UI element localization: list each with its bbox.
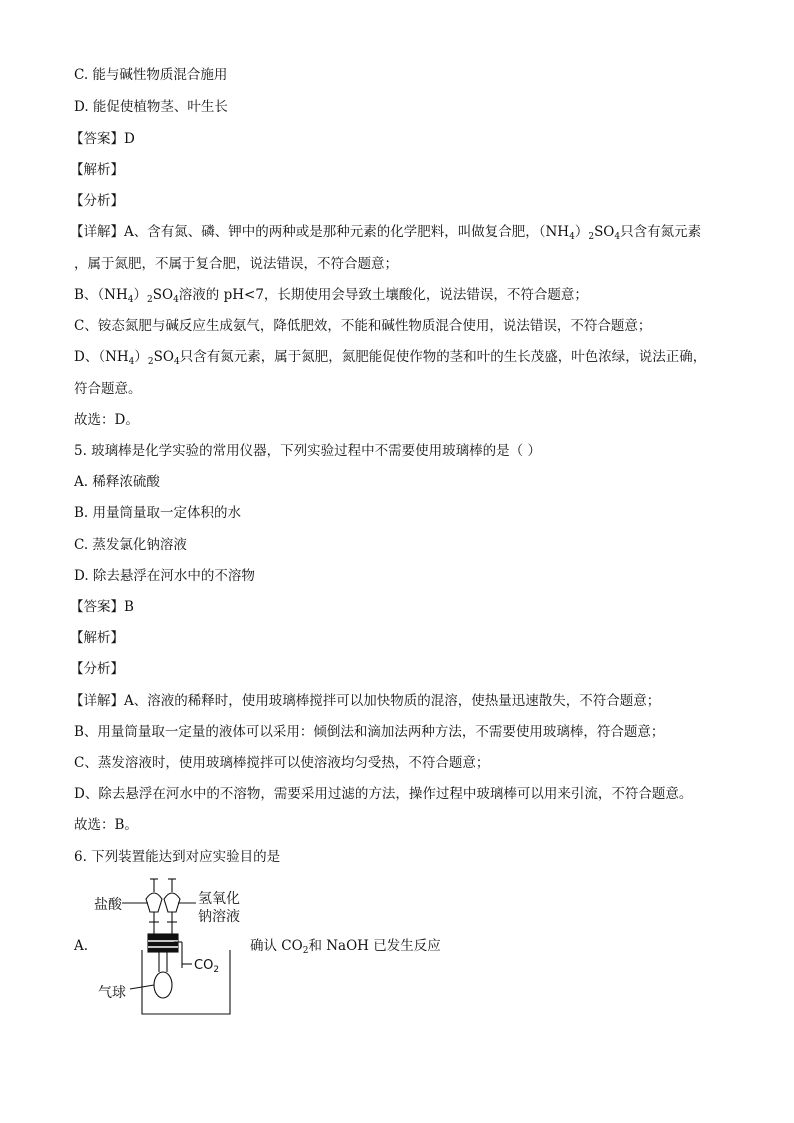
detail-line: B、$(NH_4)_2SO_4$溶液的 pH<7，长期使用会导致土壤酸化，说法错误，不符合题意； [74, 287, 588, 305]
option-c: C. 能与碱性物质混合施用 [74, 67, 228, 83]
detail-line: D、$(NH_4)_2SO_4$只含有氮元素，属于氮肥，氮肥能促使作物的茎和叶的生长茂盛，叶色浓绿，说法正确， [74, 349, 707, 367]
answer-label: 【答案】D [70, 131, 135, 147]
q5-option-c: C. 蒸发氯化钠溶液 [74, 537, 187, 553]
question-6: 6. 下列装置能达到对应实验目的是 [74, 849, 281, 865]
choice-line: 故选：B。 [74, 817, 138, 833]
detail-line: C、铵态氮肥与碱反应生成氨气，降低肥效，不能和碱性物质混合使用，说法错误，不符合题意； [74, 318, 652, 334]
q5-option-b: B. 用量筒量取一定体积的水 [74, 505, 242, 521]
analysis-label: 【解析】 [70, 162, 124, 178]
detail-line: ，属于氮肥，不属于复合肥，说法错误，不符合题意； [74, 256, 398, 272]
q5-option-a: A. 稀释浓硫酸 [74, 474, 160, 490]
label-co2: $CO_2$ [194, 958, 220, 975]
q6-option-a-text: 确认 $CO_2$和 NaOH 已发生反应 [250, 938, 441, 956]
detail-line: D、除去悬浮在河水中的不溶物，需要采用过滤的方法，操作过程中玻璃棒可以用来引流，不符合题意。 [74, 786, 693, 802]
label-balloon: 气球 [98, 985, 126, 1001]
detail-line: B、用量筒量取一定量的液体可以采用：倾倒法和滴加法两种方法，不需要使用玻璃棒，符合题意； [74, 724, 665, 740]
detail-line: C、蒸发溶液时，使用玻璃棒搅拌可以使溶液均匀受热，不符合题意； [74, 755, 490, 771]
label-sodium-hydroxide-2: 钠溶液 [198, 909, 240, 925]
detail-line: 【详解】A、含有氮、磷、钾中的两种或是那种元素的化学肥料，叫做复合肥，$(NH_4)_2SO_4$只含有氮元素 [70, 224, 702, 242]
label-sodium-hydroxide-1: 氢氧化 [198, 891, 240, 907]
q6-option-a-label: A. [74, 938, 89, 954]
label-hydrochloric-acid: 盐酸 [94, 897, 122, 913]
detail-line: 【详解】A、溶液的稀释时，使用玻璃棒搅拌可以加快物质的混溶，使热量迅速散失，不符合题意； [70, 693, 661, 709]
analysis-label: 【解析】 [70, 630, 124, 646]
choice-line: 故选：D。 [74, 412, 139, 428]
option-d: D. 能促使植物茎、叶生长 [74, 99, 228, 115]
question-5: 5. 玻璃棒是化学实验的常用仪器，下列实验过程中不需要使用玻璃棒的是（ ） [74, 443, 541, 459]
fenxi-label: 【分析】 [70, 661, 124, 677]
detail-line: 符合题意。 [74, 381, 142, 397]
answer-label: 【答案】B [70, 599, 134, 615]
fenxi-label: 【分析】 [70, 193, 124, 209]
q5-option-d: D. 除去悬浮在河水中的不溶物 [74, 568, 255, 584]
apparatus-diagram [88, 872, 248, 1018]
